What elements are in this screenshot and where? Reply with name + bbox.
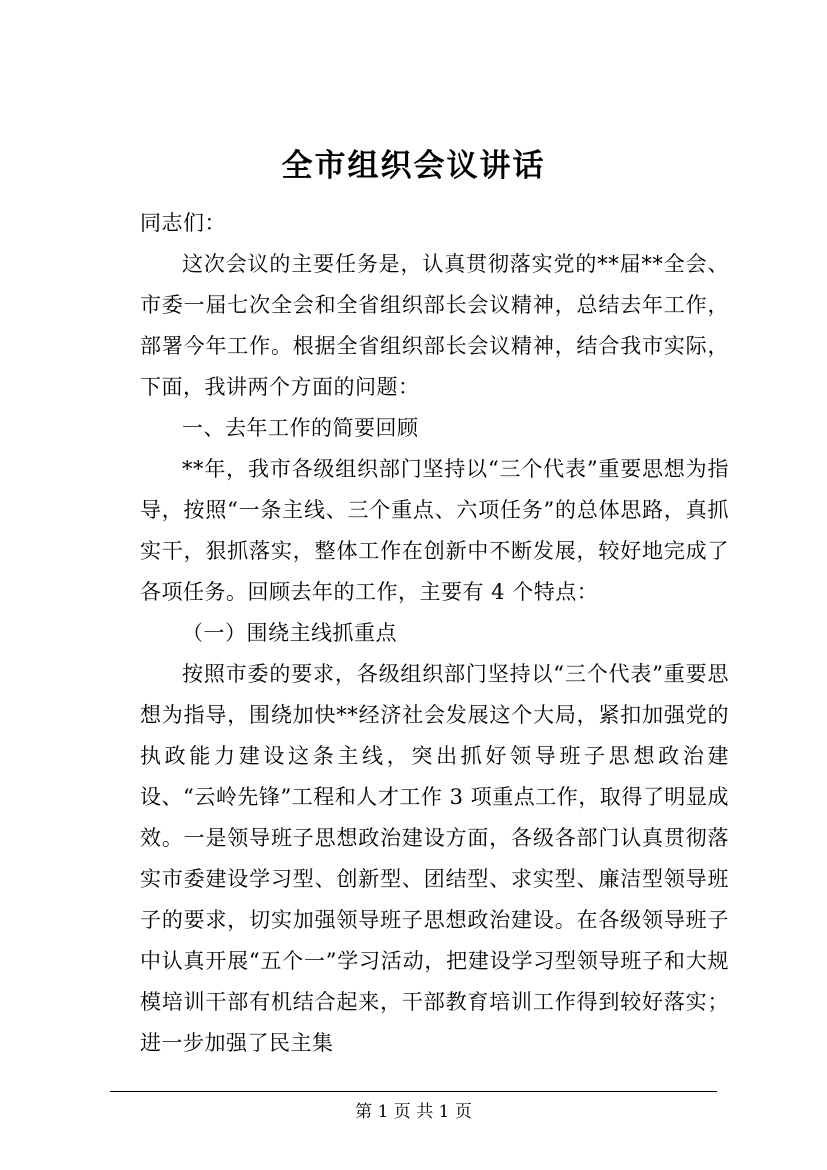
paragraph-section-1-body: **年，我市各级组织部门坚持以“三个代表”重要思想为指导，按照“一条主线、三个重点、六项任务”的总体思路，真抓实干，狠抓落实，整体工作在创新中不断发展，较好地完成了各项任务。回顾去年的工作，主要有 4 个特点：	[140, 457, 729, 604]
paragraph-salutation: 同志们：	[140, 211, 226, 235]
heading-section-1: 一、去年工作的简要回顾	[182, 416, 419, 440]
page-footer: 第 1 页 共 1 页	[355, 1102, 472, 1122]
page-title: 全市组织会议讲话	[281, 148, 546, 184]
document-body	[0, 203, 827, 1064]
paragraph-intro: 这次会议的主要任务是，认真贯彻落实党的**届**全会、市委一届七次全会和全省组织部长会议精神，总结去年工作，部署今年工作。根据全省组织部长会议精神，结合我市实际，下面，我讲两个方面的问题：	[140, 252, 729, 399]
footer-divider	[110, 1091, 717, 1092]
paragraph-subsection-1-body: 按照市委的要求，各级组织部门坚持以“三个代表”重要思想为指导，围绕加快**经济社会发展这个大局，紧扣加强党的执政能力建设这条主线，突出抓好领导班子思想政治建设、“云岭先锋”工程和人才工作 3 项重点工作，取得了明显成效。一是领导班子思想政治建设方面，各级各部门认真贯彻落实市委建设学习型、创新型、团结型、求实型、廉洁型领导班子的要求，切实加强领导班子思想政治建设。在各级领导班子中认真开展“五个一”学习活动，把建设学习型领导班子和大规模培训干部有机结合起来，干部教育培训工作得到较好落实；进一步加强了民主集	[140, 662, 729, 1055]
heading-subsection-1: （一）围绕主线抓重点	[182, 621, 397, 645]
